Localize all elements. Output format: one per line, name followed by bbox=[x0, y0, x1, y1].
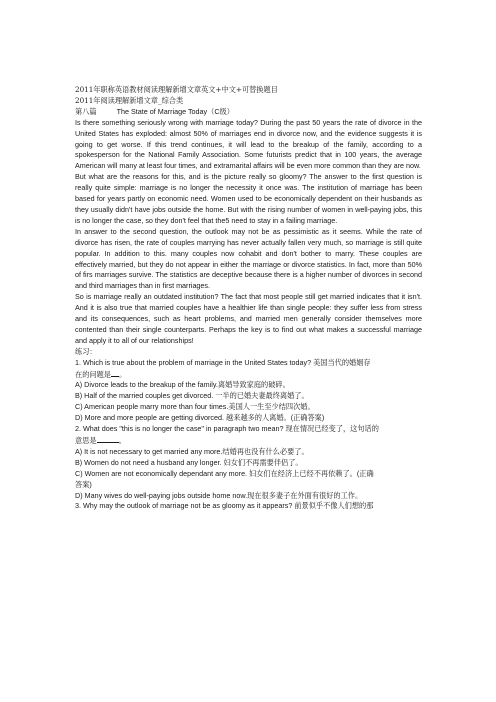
exercise-heading: 练习： bbox=[75, 346, 97, 356]
article-paragraph-1: Is there something seriously wrong with marriage today? During the past 50 years the rate of divorce in the United States has exploded: almost 50% of marriages end in divorce now, and the evidence suggests it is going to get worse. If this trend continues, it will lead to the breakup of the family, according to a spokesperson for the National Family Association. Some futurists predict that in 100 years, the average American will many at least four times, and extramarital affairs will be even more common than they are now. bbox=[75, 117, 422, 171]
article-title: The State of Marriage Today（C级） bbox=[116, 106, 234, 116]
article-paragraph-2: But what are the reasons for this, and is the picture really so gloomy? The answer to the first question is really quite simple: marriage is no longer the necessity it once was. The institution of marriage has been based for years partly on economic need. Women used to be economically dependent on their husbands as they usually didn't have jobs outside the home. But with the rising number of women in well-paying jobs, this is no longer the case, so they don't feel that the5 need to stay in a failing marriage. bbox=[75, 172, 422, 225]
question-3: 3. Why may the outlook of marriage not be as gloomy as it appears? 前景似乎不像人们想的那 bbox=[75, 501, 374, 511]
answer-blank bbox=[111, 369, 119, 377]
question-1-prompt bbox=[75, 369, 422, 381]
question-2-option-a: A) It is not necessary to get married any more.结婚再也没有什么必要了。 bbox=[75, 446, 309, 456]
document-page bbox=[75, 85, 422, 512]
doc-header-line2: 2011年阅读理解新增文章_综合类 bbox=[75, 95, 184, 105]
doc-header-line1: 2011年职称英语教材阅读理解新增文章英文+中文+可替换题目 bbox=[75, 85, 278, 94]
question-2-prompt-pre: 意思是 bbox=[75, 436, 97, 445]
article-paragraph-3: In answer to the second question, the outlook may not be as pessimistic as it seems. While the rate of divorce has risen, the rate of couples marrying has never actually fallen very much, so marriage is still quite popular. In addition to this. many couples now cohabit and don't bother to marry. These couples are effectively married, but they do not appear in either the marriage or divorce statistics. In fact, more than 50% of firs marriages survive. The statistics are deceptive because there is a higher number of divorces in second and third marriages than in first marriages. bbox=[75, 226, 422, 291]
question-1: 1. Which is true about the problem of marriage in the United States today? 美国当代的婚姻存 bbox=[75, 357, 371, 367]
section-label: 第八篇 bbox=[75, 106, 97, 116]
article-paragraph-4: So is marriage really an outdated institution? The fact that most people still get married indicates that it isn't. And it is also true that married couples have a healthier life than single people: they suffer less from stress and its consequences, such as heart problems, and married men generally consider themselves more contented than their single counterparts. Perhaps the key is to find out what makes a successful marriage and apply it to all of our relationships! bbox=[75, 292, 422, 345]
question-1-option-d: D) More and more people are getting divorced. 越来越多的人离婚。(正确答案) bbox=[75, 413, 325, 423]
question-2-prompt-post: 。 bbox=[118, 436, 126, 445]
question-1-prompt-pre: 在的问题是 bbox=[75, 369, 111, 379]
question-1-prompt-post: 。 bbox=[118, 369, 127, 379]
question-1-option-c: C) American people marry more than four times.美国人一生至少结四次婚。 bbox=[75, 402, 315, 412]
question-2-option-d: D) Many wives do well-paying jobs outside home now.现在很多妻子在外面有很好的工作。 bbox=[75, 490, 363, 500]
question-1-option-a: A) Divorce leads to the breakup of the family.离婚导致家庭的破碎。 bbox=[75, 380, 290, 390]
article-title-row bbox=[75, 107, 422, 118]
question-1-option-b: B) Half of the married couples get divorced. 一半的已婚夫妻最终离婚了。 bbox=[75, 391, 309, 401]
question-2-option-c: C) Women are not economically dependant any more. 妇女们在经济上已经不再依赖了。(正确 bbox=[75, 468, 374, 478]
question-2-option-b: B) Women do not need a husband any longer. 妇女们不再需要伴侣了。 bbox=[75, 457, 303, 467]
question-2-prompt bbox=[75, 435, 422, 447]
question-2: 2. What does "this is no longer the case" in paragraph two mean? 现在情况已经变了，这句话的 bbox=[75, 424, 379, 434]
question-2-option-c-continued: 答案) bbox=[75, 479, 92, 489]
answer-blank bbox=[97, 435, 119, 443]
